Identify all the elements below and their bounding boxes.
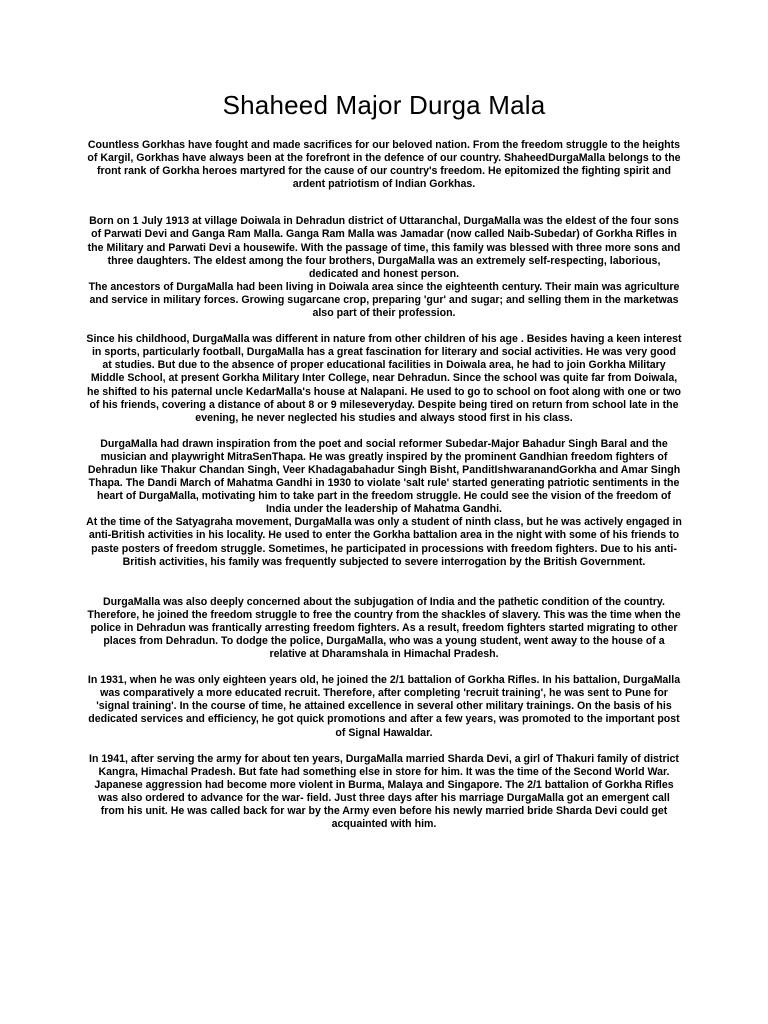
paragraph-army-join: In 1931, when he was only eighteen years old, he joined the 2/1 battalion of Gorkha Rifles. In his battalion, DurgaMalla was comparatively a more educated recruit. Therefore, after completing 'recruit training', he was sent to Pune for 'signal training'. In the course of time, he attained excellence in several other military trainings. On the basis of his dedicated services and efficiency, he got quick promotions and after a few years, was promoted to the important post of Signal Hawaldar. — [87, 674, 681, 739]
paragraph-inspiration: DurgaMalla had drawn inspiration from the poet and social reformer Subedar-Major Bahadur Singh Baral and the musician and playwright MitraSenThapa. He was greatly inspired by the prominent Gandhian freedom fighters of Dehradun like Thakur Chandan Singh, Veer Khadagabahadur Singh Bisht, PanditIshwaranandGorkha and Amar Singh Thapa. The Dandi March of Mahatma Gandhi in 1930 to violate 'salt rule' started generating patriotic sentiments in the heart of DurgaMalla, motivating him to take part in the freedom struggle. He could see the vision of the freedom of India under the leadership of Mahatma Gandhi. — [87, 437, 681, 516]
paragraph-freedom-struggle: DurgaMalla was also deeply concerned about the subjugation of India and the pathetic condition of the country. Therefore, he joined the freedom struggle to free the country from the shackles of slavery. This was the time when the police in Dehradun was frantically arresting freedom fighters. As a result, freedom fighters started migrating to other places from Dehradun. To dodge the police, DurgaMalla, who was a young student, went away to the house of a relative at Dharamshala in Himachal Pradesh. — [87, 595, 681, 661]
paragraph-spacer — [86, 320, 682, 333]
paragraph-satyagraha: At the time of the Satyagraha movement, DurgaMalla was only a student of ninth class, but he was actively engaged in anti-British activities in his locality. He used to enter the Gorkha battalion area in the night with some of his friends to paste posters of freedom struggle. Sometimes, he participated in processions with freedom fighters. Due to his anti-British activities, his family was frequently subjected to severe interrogation by the British Government. — [86, 516, 682, 568]
document-title: Shaheed Major Durga Mala — [222, 90, 546, 120]
paragraph-spacer — [86, 425, 682, 438]
paragraph-childhood: Since his childhood, DurgaMalla was different in nature from other children of his age . Besides having a keen interest in sports, particularly football, DurgaMalla has a great fascination for literary and social activities. He was very good at studies. But due to the absence of proper educational facilities in Doiwala area, he had to join Gorkha Military Middle School, at present Gorkha Military Inter College, near Dehradun. Since the school was quite far from Doiwala, he shifted to his paternal uncle KedarMalla's house at Nalapani. He used to go to school on foot along with one or two of his friends, covering a distance of about 8 or 9 mileseveryday. Despite being tired on return from school late in the evening, he never neglected his studies and always stood first in his class. — [86, 333, 682, 424]
paragraph-ancestors: The ancestors of DurgaMalla had been living in Doiwala area since the eighteenth century. Their main was agriculture and service in military forces. Growing sugarcane crop, preparing 'gur' and sugar; and selling them in the marketwas also part of their profession. — [88, 280, 680, 320]
paragraph-spacer — [86, 740, 682, 753]
paragraph-spacer — [86, 191, 682, 215]
paragraph-spacer — [86, 661, 682, 674]
paragraph-birth: Born on 1 July 1913 at village Doiwala in Dehradun district of Uttaranchal, DurgaMalla was the eldest of the four sons of Parwati Devi and Ganga Ram Malla. Ganga Ram Malla was Jamadar (now called Naib-Subedar) of Gorkha Rifles in the Military and Parwati Devi a housewife. With the passage of time, this family was blessed with three more sons and three daughters. The eldest among the four brothers, DurgaMalla was an extremely self-respecting, laborious, dedicated and honest person. — [87, 215, 681, 280]
paragraph-spacer — [86, 569, 682, 596]
paragraph-marriage: In 1941, after serving the army for about ten years, DurgaMalla married Sharda Devi, a girl of Thakuri family of district Kangra, Himachal Pradesh. But fate had something else in store for him. It was the time of the Second World War. Japanese aggression had become more violent in Burma, Malaya and Singapore. The 2/1 battalion of Gorkha Rifles was also ordered to advance for the war- field. Just three days after his marriage DurgaMalla got an emergent call from his unit. He was called back for war by the Army even before his newly married bride Sharda Devi could get acquainted with him. — [89, 752, 679, 831]
paragraph-intro: Countless Gorkhas have fought and made sacrifices for our beloved nation. From the freedom struggle to the heights of Kargil, Gorkhas have always been at the forefront in the defence of our country. ShaheedDurgaMalla belongs to the front rank of Gorkha heroes martyred for the cause of our country's freedom. He epitomized the fighting spirit and ardent patriotism of Indian Gorkhas. — [87, 139, 681, 191]
